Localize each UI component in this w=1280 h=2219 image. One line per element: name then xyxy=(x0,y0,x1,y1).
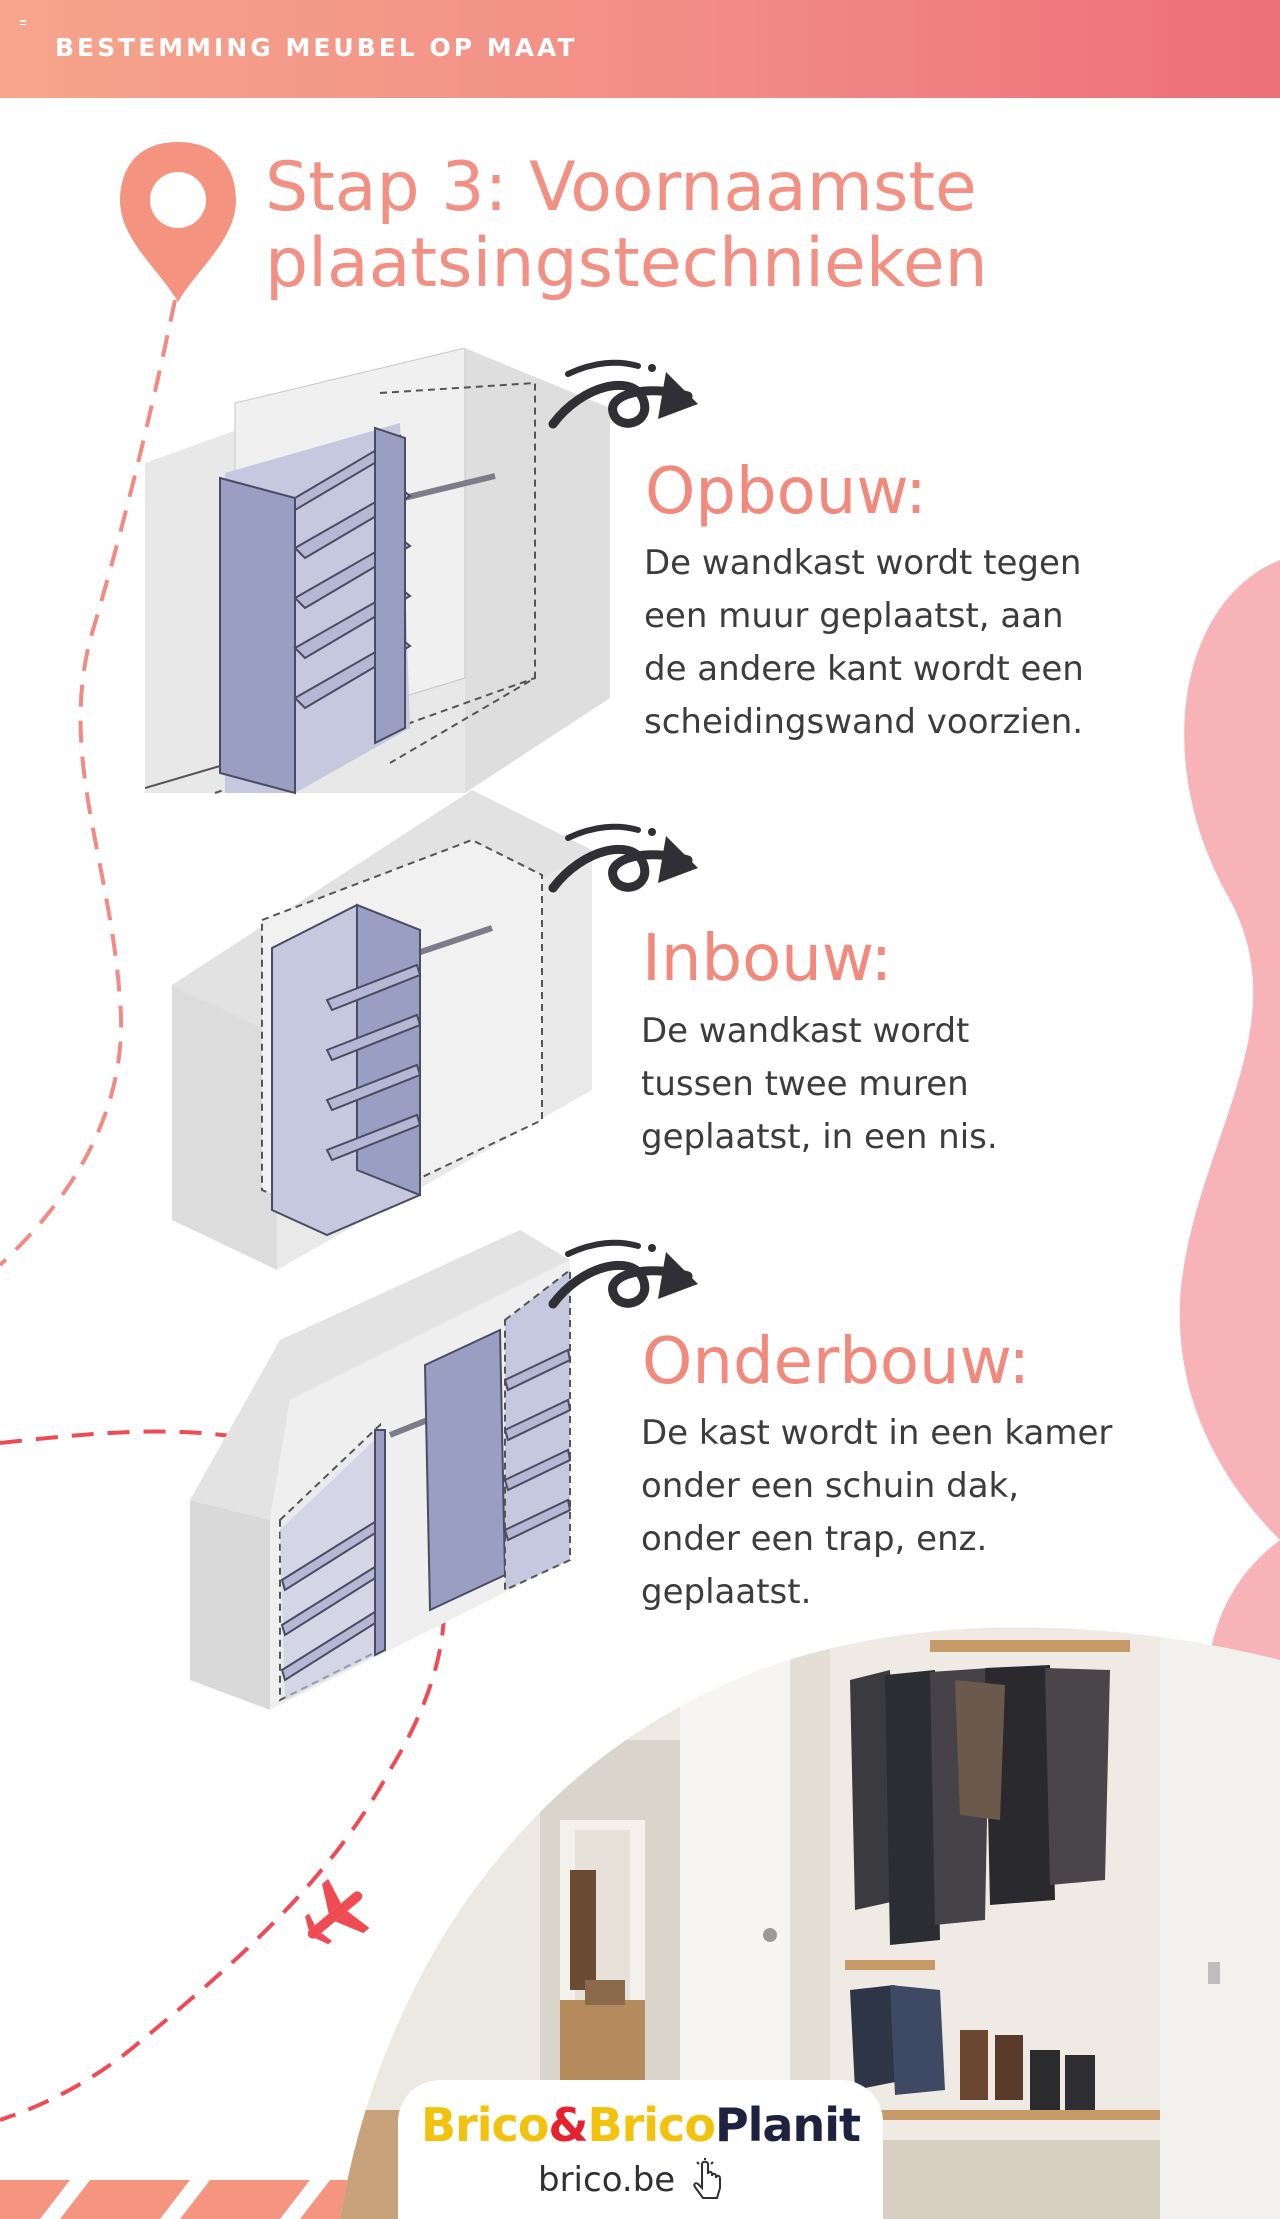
inbouw-heading: Inbouw: xyxy=(642,922,893,996)
logo-part-brico-2: Brico xyxy=(587,2098,715,2152)
onderbouw-line-2: onder een schuin dak, xyxy=(641,1466,1020,1506)
opbouw-line-3: de andere kant wordt een xyxy=(644,649,1084,689)
onderbouw-line-4: geplaatst. xyxy=(641,1572,812,1612)
onderbouw-heading: Onderbouw: xyxy=(642,1325,1030,1399)
inbouw-line-1: De wandkast wordt xyxy=(641,1011,970,1051)
onderbouw-line-1: De kast wordt in een kamer xyxy=(641,1413,1113,1453)
hand-pointer-icon xyxy=(690,2158,724,2202)
opbouw-line-2: een muur geplaatst, aan xyxy=(644,596,1064,636)
inbouw-line-2: tussen twee muren xyxy=(641,1064,969,1104)
opbouw-line-4: scheidingswand voorzien. xyxy=(644,702,1084,742)
header-label: BESTEMMING MEUBEL OP MAAT xyxy=(55,33,578,62)
onderbouw-line-3: onder een trap, enz. xyxy=(641,1519,988,1559)
brand-logo-card[interactable] xyxy=(398,2080,883,2219)
opbouw-heading: Opbouw: xyxy=(645,455,927,529)
brand-logo xyxy=(398,2098,883,2152)
logo-ampersand: & xyxy=(548,2098,588,2152)
title-line-2: plaatsingstechnieken xyxy=(265,224,988,303)
inbouw-line-3: geplaatst, in een nis. xyxy=(641,1117,998,1157)
website-link[interactable]: brico.be xyxy=(538,2160,676,2200)
opbouw-line-1: De wandkast wordt tegen xyxy=(644,543,1082,583)
logo-part-planit: Planit xyxy=(714,2098,860,2152)
title-line-1: Stap 3: Voornaamste xyxy=(265,148,977,227)
logo-part-brico: Brico xyxy=(421,2098,549,2152)
